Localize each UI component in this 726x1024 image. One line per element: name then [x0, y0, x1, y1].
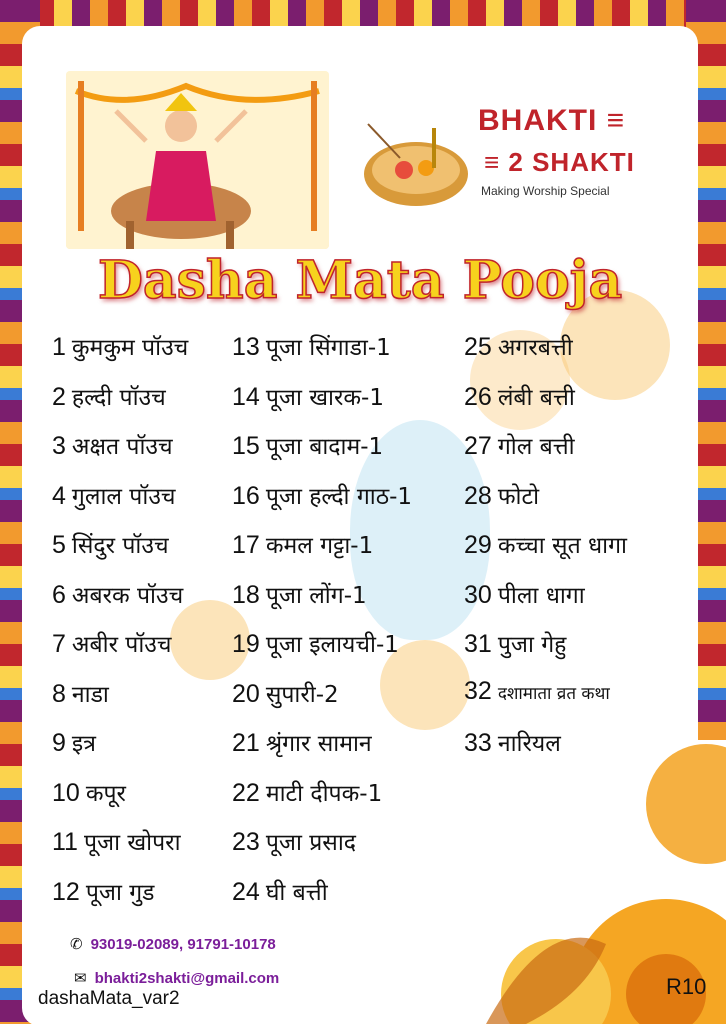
- item-label: अबरक पॉउच: [71, 582, 184, 609]
- item-label: अबीर पॉउच: [71, 632, 172, 658]
- file-label: dashaMata_var2: [38, 988, 180, 1009]
- item-label: माटी दीपक-1: [265, 780, 383, 807]
- item-number: 14: [232, 382, 260, 411]
- item-number: 8: [52, 679, 66, 708]
- item-label: पूजा इलायची-1: [265, 632, 399, 658]
- email-text: bhakti2shakti@gmail.com: [94, 970, 280, 987]
- list-item: [232, 380, 384, 412]
- item-label: अगरबत्ती: [497, 335, 573, 361]
- item-number: 25: [464, 333, 492, 361]
- list-item: [52, 380, 166, 412]
- item-number: 27: [464, 432, 492, 460]
- list-item: [464, 479, 539, 511]
- list-item: [464, 429, 575, 461]
- item-label: पीला धागा: [497, 582, 585, 609]
- list-item: [232, 875, 328, 907]
- list-item: [464, 528, 627, 560]
- brand-tagline: Making Worship Special: [481, 184, 610, 198]
- puja-thali-logo: [360, 118, 472, 210]
- item-number: 3: [52, 432, 66, 460]
- item-label: पूजा गुड: [85, 879, 155, 906]
- list-item: [232, 627, 399, 659]
- list-item: [232, 726, 372, 758]
- item-number: 24: [232, 877, 260, 906]
- list-item: [52, 726, 96, 758]
- item-number: 32: [464, 676, 492, 705]
- list-item: [52, 429, 173, 461]
- item-number: 29: [464, 531, 492, 559]
- list-item: [52, 677, 109, 709]
- page-title: Dasha Mata Pooja: [97, 250, 623, 311]
- item-number: 11: [52, 828, 78, 856]
- item-label: घी बत्ती: [265, 879, 328, 906]
- item-label: पूजा प्रसाद: [265, 830, 357, 856]
- item-label: पूजा खोपरा: [83, 830, 181, 856]
- item-number: 31: [464, 630, 492, 658]
- item-number: 26: [464, 382, 492, 411]
- item-number: 17: [232, 531, 260, 559]
- item-label: हल्दी पॉउच: [71, 384, 166, 411]
- item-label: सिंदुर पॉउच: [71, 533, 169, 559]
- item-label: कुमकुम पॉउच: [71, 335, 189, 361]
- list-item: [464, 578, 585, 610]
- item-label: कपूर: [85, 780, 126, 807]
- list-item: [232, 429, 383, 461]
- item-number: 33: [464, 729, 492, 757]
- item-number: 19: [232, 630, 260, 658]
- item-number: 30: [464, 580, 492, 609]
- list-item: [52, 825, 181, 857]
- list-item: [232, 528, 373, 560]
- contact-email: [74, 969, 279, 987]
- brand-name-line2: ≡ 2 SHAKTI: [484, 147, 635, 177]
- list-item: [52, 875, 154, 907]
- item-label: नारियल: [497, 731, 561, 757]
- item-label: पूजा लोंग-1: [265, 582, 367, 609]
- list-item: [52, 578, 183, 610]
- phone-icon: ✆: [70, 936, 83, 953]
- list-item: [232, 479, 412, 511]
- list-item: [464, 330, 573, 362]
- list-item: [232, 330, 391, 362]
- list-item: [52, 479, 176, 511]
- list-item: [232, 825, 356, 857]
- item-label: पूजा हल्दी गाठ-1: [265, 483, 413, 510]
- item-number: 23: [232, 828, 260, 856]
- product-code: R10: [666, 974, 707, 999]
- contact-phone: [70, 935, 276, 953]
- item-number: 28: [464, 481, 492, 510]
- item-number: 13: [232, 333, 260, 361]
- item-label: गोल बत्ती: [497, 434, 575, 460]
- item-label: लंबी बत्ती: [497, 384, 575, 411]
- item-number: 2: [52, 382, 66, 411]
- item-label: अक्षत पॉउच: [71, 434, 173, 460]
- item-number: 7: [52, 630, 66, 658]
- list-item: [232, 677, 339, 709]
- item-number: 22: [232, 778, 260, 807]
- list-item: [464, 726, 561, 758]
- list-item: [52, 330, 188, 362]
- brand-name-line1: BHAKTI ≡: [478, 104, 626, 137]
- item-number: 9: [52, 729, 66, 757]
- item-label: श्रृंगार सामान: [265, 731, 372, 757]
- item-label: फोटो: [497, 483, 540, 510]
- item-label: गुलाल पॉउच: [71, 483, 176, 510]
- envelope-icon: ✉: [74, 970, 87, 987]
- list-item: [464, 380, 575, 412]
- phone-text: 93019-02089, 91791-10178: [90, 936, 276, 953]
- list-item: [52, 528, 169, 560]
- item-label: कमल गट्टा-1: [265, 533, 374, 559]
- list-item: [52, 776, 126, 808]
- dasha-mata-image: [66, 71, 329, 249]
- item-label: पुजा गेहु: [497, 632, 567, 658]
- item-number: 15: [232, 432, 260, 460]
- item-number: 4: [52, 481, 66, 510]
- item-label: पूजा सिंगाडा-1: [265, 335, 391, 361]
- list-item: [232, 578, 367, 610]
- item-label: नाडा: [71, 681, 109, 708]
- item-number: 21: [232, 729, 260, 757]
- item-number: 5: [52, 531, 66, 559]
- item-number: 1: [52, 333, 66, 361]
- list-item: [464, 677, 610, 706]
- list-item: [52, 627, 172, 659]
- list-item: [232, 776, 382, 808]
- item-number: 20: [232, 679, 260, 708]
- item-number: 12: [52, 877, 80, 906]
- item-label: सुपारी-2: [265, 681, 339, 708]
- item-number: 6: [52, 580, 66, 609]
- item-number: 10: [52, 778, 80, 807]
- item-label: पूजा बादाम-1: [265, 434, 384, 460]
- item-label: कच्चा सूत धागा: [497, 533, 627, 559]
- item-label: दशामाता व्रत कथा: [497, 683, 610, 704]
- item-number: 18: [232, 580, 260, 609]
- item-number: 16: [232, 481, 260, 510]
- item-label: पूजा खारक-1: [265, 384, 384, 411]
- list-item: [464, 627, 566, 659]
- item-label: इत्र: [71, 731, 96, 757]
